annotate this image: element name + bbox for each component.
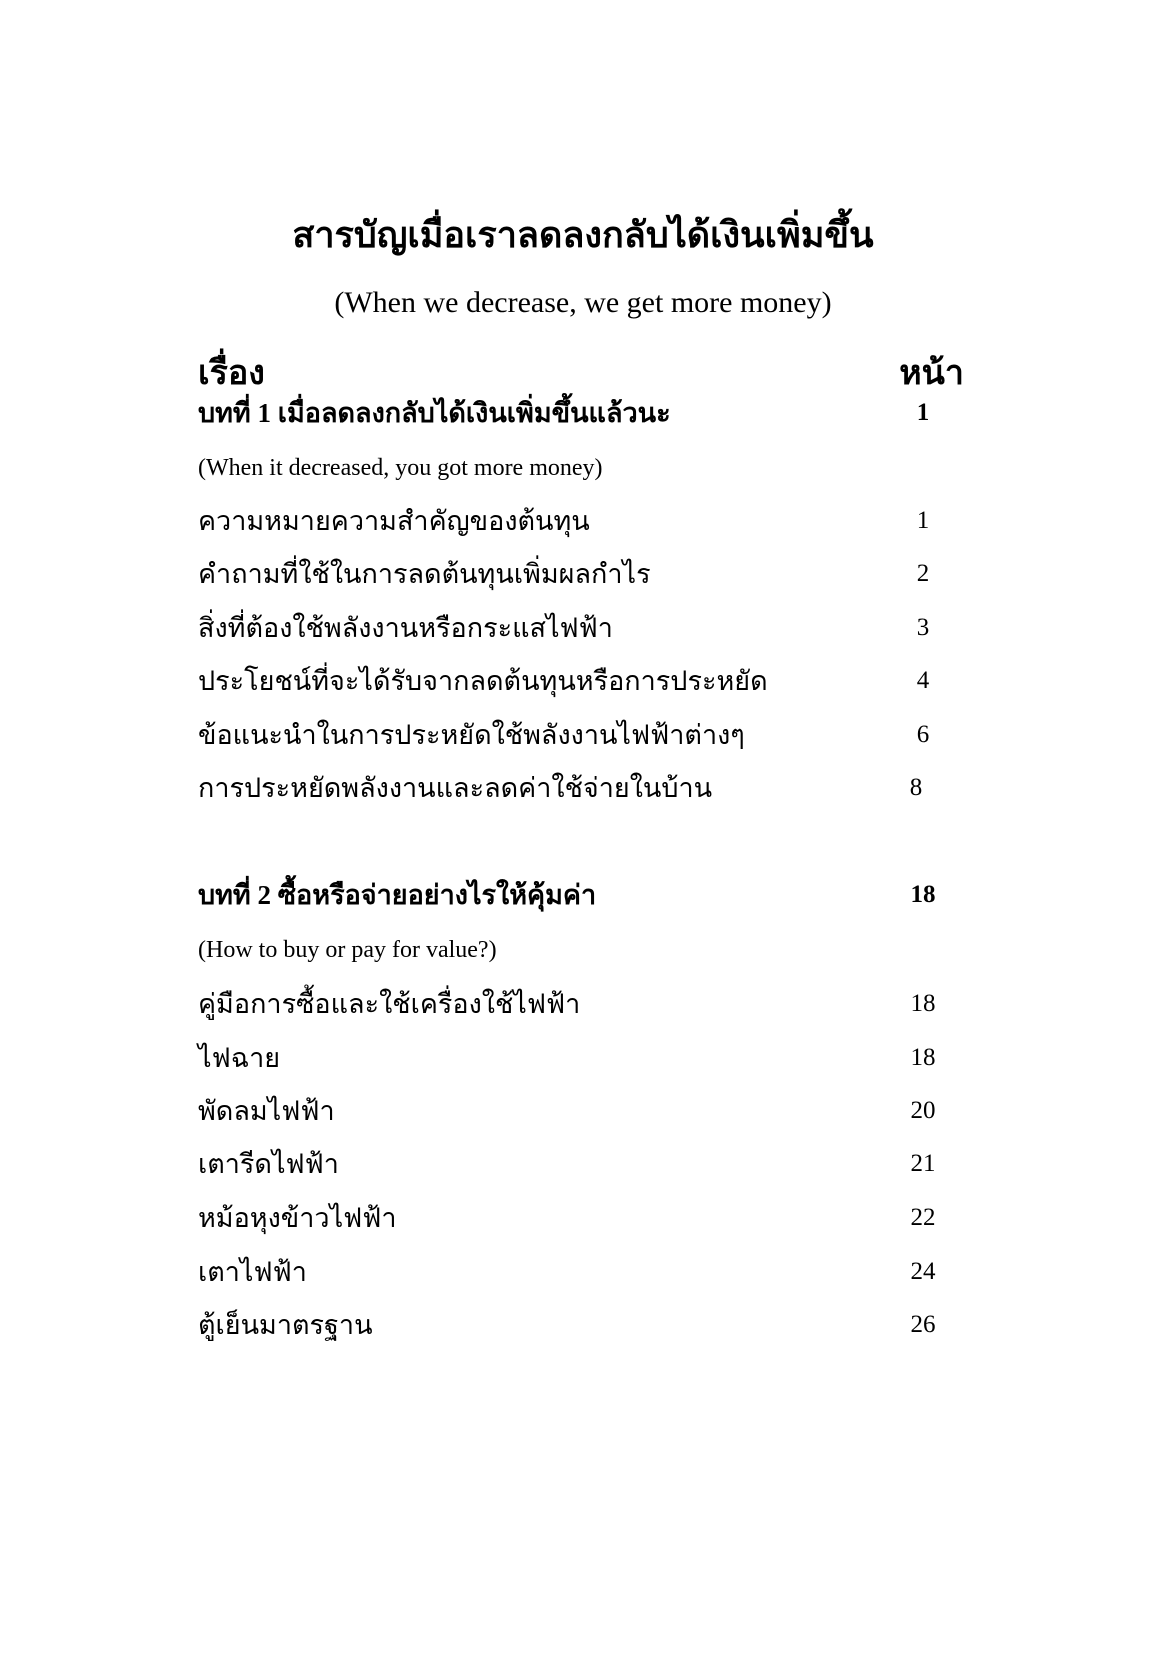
toc-entry-label: ประโยชน์ที่จะได้รับจากลดต้นทุนหรือการประหยัด: [198, 666, 768, 696]
toc-entry: [198, 607, 958, 649]
chapter-page-number: 18: [910, 881, 936, 908]
chapter-english-title: [198, 929, 958, 971]
toc-entry-label: คำถามที่ใช้ในการลดต้นทุนเพิ่มผลกำไร: [198, 559, 651, 589]
toc-entry-page: 18: [910, 1044, 936, 1071]
toc-entry: [198, 714, 958, 756]
page-subtitle: (When we decrease, we get more money): [334, 286, 832, 319]
toc-entry: [198, 1090, 958, 1132]
toc-entry: [198, 983, 958, 1025]
chapter-english-label: (When it decreased, you got more money): [198, 455, 603, 481]
toc-entry-label: เตาไฟฟ้า: [198, 1257, 307, 1287]
toc-entry: [198, 1197, 958, 1239]
toc-entry-label: ตู้เย็นมาตรฐาน: [198, 1310, 373, 1340]
chapter-title: บทที่ 2 ซื้อหรือจ่ายอย่างไรให้คุ้มค่า: [198, 880, 597, 910]
chapter-heading: [198, 392, 958, 434]
toc-entry-label: ไฟฉาย: [198, 1043, 281, 1073]
chapter-english-title: [198, 447, 958, 489]
toc-entry-page: 8: [909, 774, 923, 801]
chapter-heading: [198, 874, 958, 916]
toc-entry-page: 2: [916, 560, 930, 587]
toc-entry-label: คู่มือการซื้อและใช้เครื่องใช้ไฟฟ้า: [198, 989, 581, 1019]
toc-entry: [198, 1251, 958, 1293]
page-title: สารบัญเมื่อเราลดลงกลับได้เงินเพิ่มขึ้น: [292, 215, 874, 255]
toc-entry-page: 26: [910, 1311, 936, 1338]
page-column-header: หน้า: [899, 355, 964, 392]
toc-entry-label: ความหมายความสำคัญของต้นทุน: [198, 506, 590, 536]
toc-entry-page: 18: [910, 990, 936, 1017]
toc-entry-page: 21: [910, 1150, 936, 1177]
toc-entry-page: 6: [916, 721, 930, 748]
toc-entry-page: 20: [910, 1097, 936, 1124]
chapter-english-label: (How to buy or pay for value?): [198, 937, 497, 963]
toc-entry-page: 1: [916, 507, 930, 534]
toc-entry-label: ข้อแนะนำในการประหยัดใช้พลังงานไฟฟ้าต่างๆ: [198, 720, 745, 750]
toc-entry-page: 22: [910, 1204, 936, 1231]
toc-entry-label: พัดลมไฟฟ้า: [198, 1096, 335, 1126]
toc-entry-page: 3: [916, 614, 930, 641]
toc-entry: [198, 767, 958, 809]
toc-entry: [198, 500, 958, 542]
toc-entry-label: หม้อหุงข้าวไฟฟ้า: [198, 1203, 397, 1233]
toc-entry: [198, 553, 958, 595]
chapter-page-number: 1: [916, 399, 930, 426]
toc-entry: [198, 1304, 958, 1346]
chapter-title: บทที่ 1 เมื่อลดลงกลับได้เงินเพิ่มขึ้นแล้วนะ: [198, 398, 671, 428]
toc-entry: [198, 1143, 958, 1185]
toc-entry: [198, 660, 958, 702]
toc-entry-label: สิ่งที่ต้องใช้พลังงานหรือกระแสไฟฟ้า: [198, 613, 613, 643]
toc-entry-label: เตารีดไฟฟ้า: [198, 1149, 339, 1179]
toc-entry-page: 24: [910, 1258, 936, 1285]
topic-column-header: เรื่อง: [198, 355, 265, 392]
toc-entry-page: 4: [916, 667, 930, 694]
toc-entry: [198, 1037, 958, 1079]
toc-entry-label: การประหยัดพลังงานและลดค่าใช้จ่ายในบ้าน: [198, 773, 713, 803]
